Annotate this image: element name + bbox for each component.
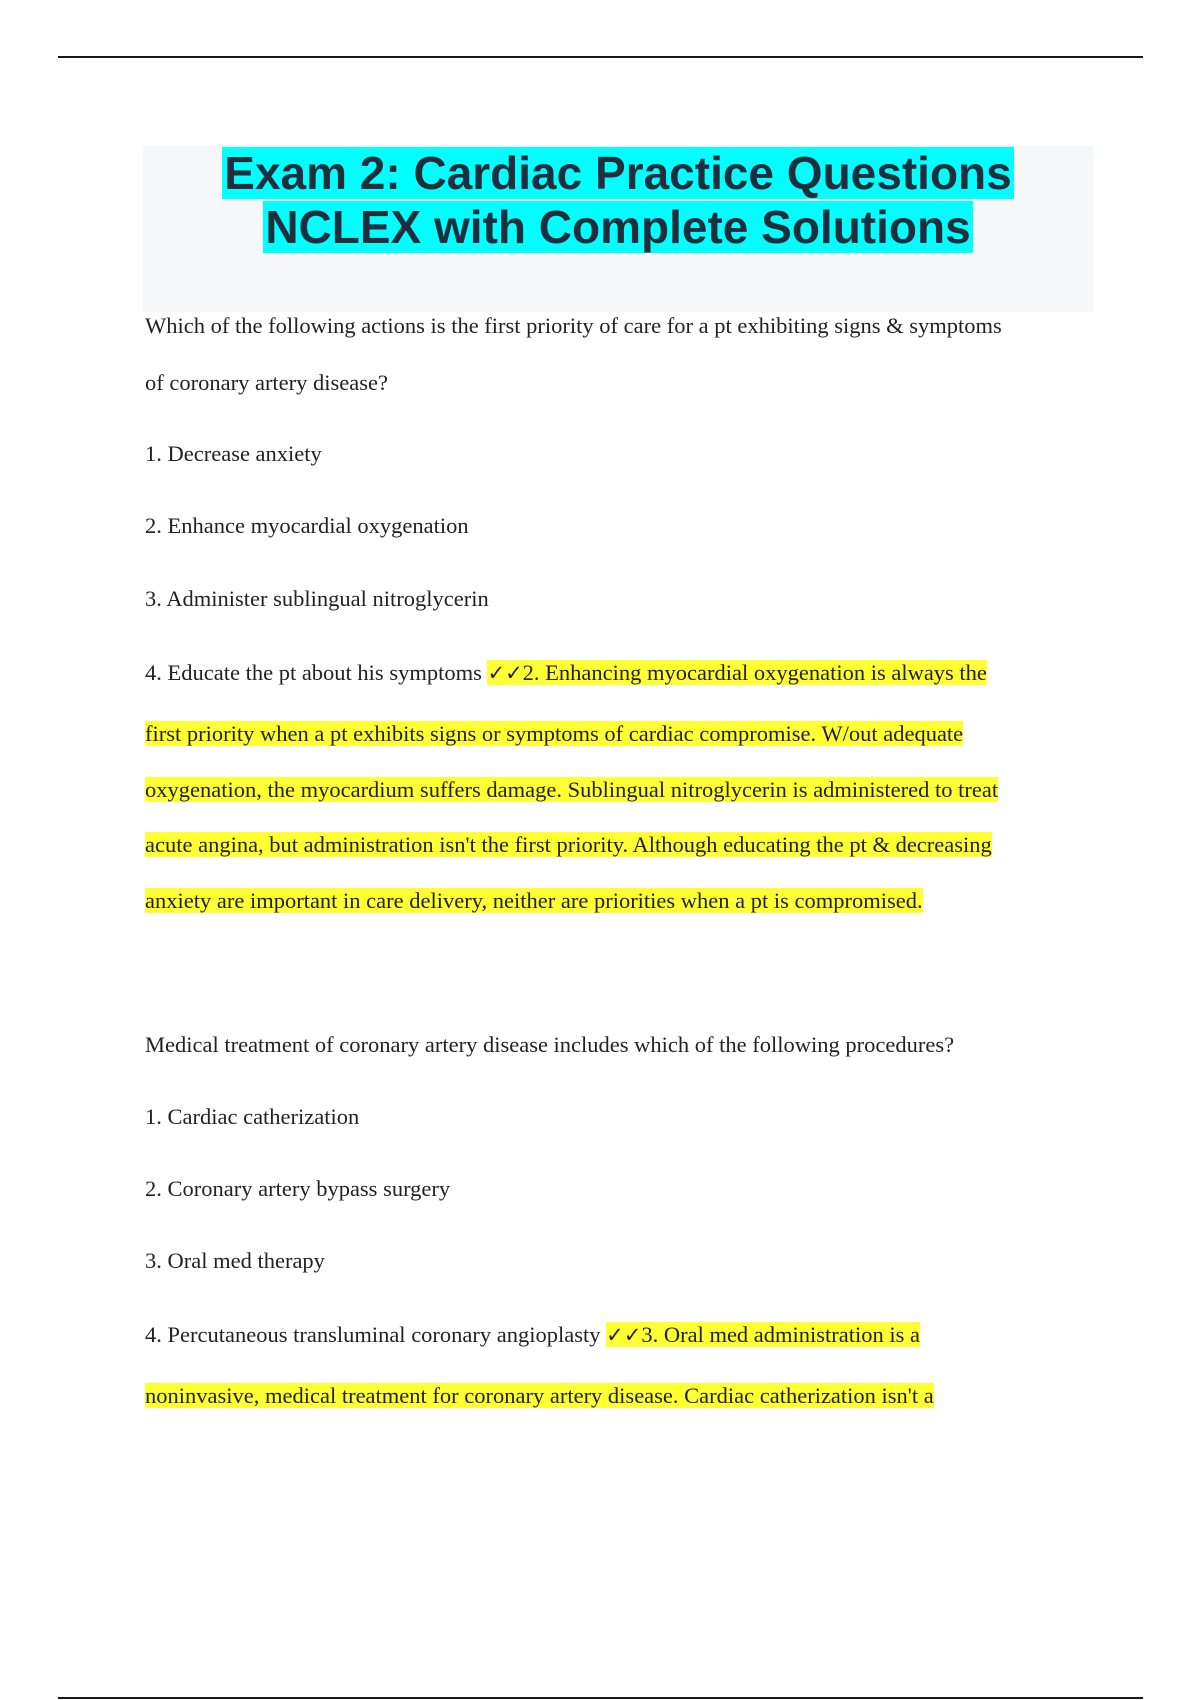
q1-answer-line-3: oxygenation, the myocardium suffers damage. Sublingual nitroglycerin is administered to treat xyxy=(145,777,999,802)
q1-option-2: 2. Enhance myocardial oxygenation xyxy=(145,513,469,538)
q2-answer-line-1: 3. Oral med administration is a xyxy=(641,1322,921,1347)
q2-option-4: 4. Percutaneous transluminal coronary angioplasty xyxy=(145,1322,601,1347)
q1-answer-row-3 xyxy=(145,776,1075,804)
title-block xyxy=(143,146,1093,312)
page-title-line-1: Exam 2: Cardiac Practice Questions xyxy=(224,147,1012,199)
q2-answer-row-2 xyxy=(145,1382,1075,1410)
q2-option-4-row xyxy=(145,1321,1075,1349)
q1-option-4-row xyxy=(145,659,1075,687)
q1-option-3: 3. Administer sublingual nitroglycerin xyxy=(145,586,489,611)
q1-answer-row-5 xyxy=(145,887,1075,915)
q1-answer-line-1: 2. Enhancing myocardial oxygenation is always the xyxy=(522,660,987,685)
q2-option-3: 3. Oral med therapy xyxy=(145,1248,325,1273)
check-icon: ✓✓ xyxy=(606,1323,642,1347)
q1-question-line-1: Which of the following actions is the first priority of care for a pt exhibiting signs & symptoms xyxy=(145,313,1002,338)
top-rule xyxy=(58,56,1143,58)
q1-answer-row-4 xyxy=(145,831,1075,859)
q1-question-line-2: of coronary artery disease? xyxy=(145,370,388,395)
q2-answer-highlight xyxy=(606,1322,920,1347)
q1-answer-line-5: anxiety are important in care delivery, neither are priorities when a pt is compromised. xyxy=(145,888,923,913)
q1-answer-row-2 xyxy=(145,720,1075,748)
q1-option-4: 4. Educate the pt about his symptoms xyxy=(145,660,482,685)
q1-answer-highlight xyxy=(487,660,986,685)
q2-question: Medical treatment of coronary artery disease includes which of the following procedures? xyxy=(145,1032,955,1057)
q2-option-1: 1. Cardiac catherization xyxy=(145,1104,360,1129)
check-icon: ✓✓ xyxy=(487,661,523,685)
q1-answer-line-4: acute angina, but administration isn't the first priority. Although educating the pt & decreasing xyxy=(145,832,992,857)
q2-option-2: 2. Coronary artery bypass surgery xyxy=(145,1176,451,1201)
q2-answer-line-2: noninvasive, medical treatment for coronary artery disease. Cardiac catherization isn't a xyxy=(145,1383,934,1408)
q1-answer-line-2: first priority when a pt exhibits signs or symptoms of cardiac compromise. W/out adequate xyxy=(145,721,964,746)
page-title-line-2: NCLEX with Complete Solutions xyxy=(265,201,971,253)
bottom-rule xyxy=(58,1697,1143,1699)
q1-option-1: 1. Decrease anxiety xyxy=(145,441,322,466)
